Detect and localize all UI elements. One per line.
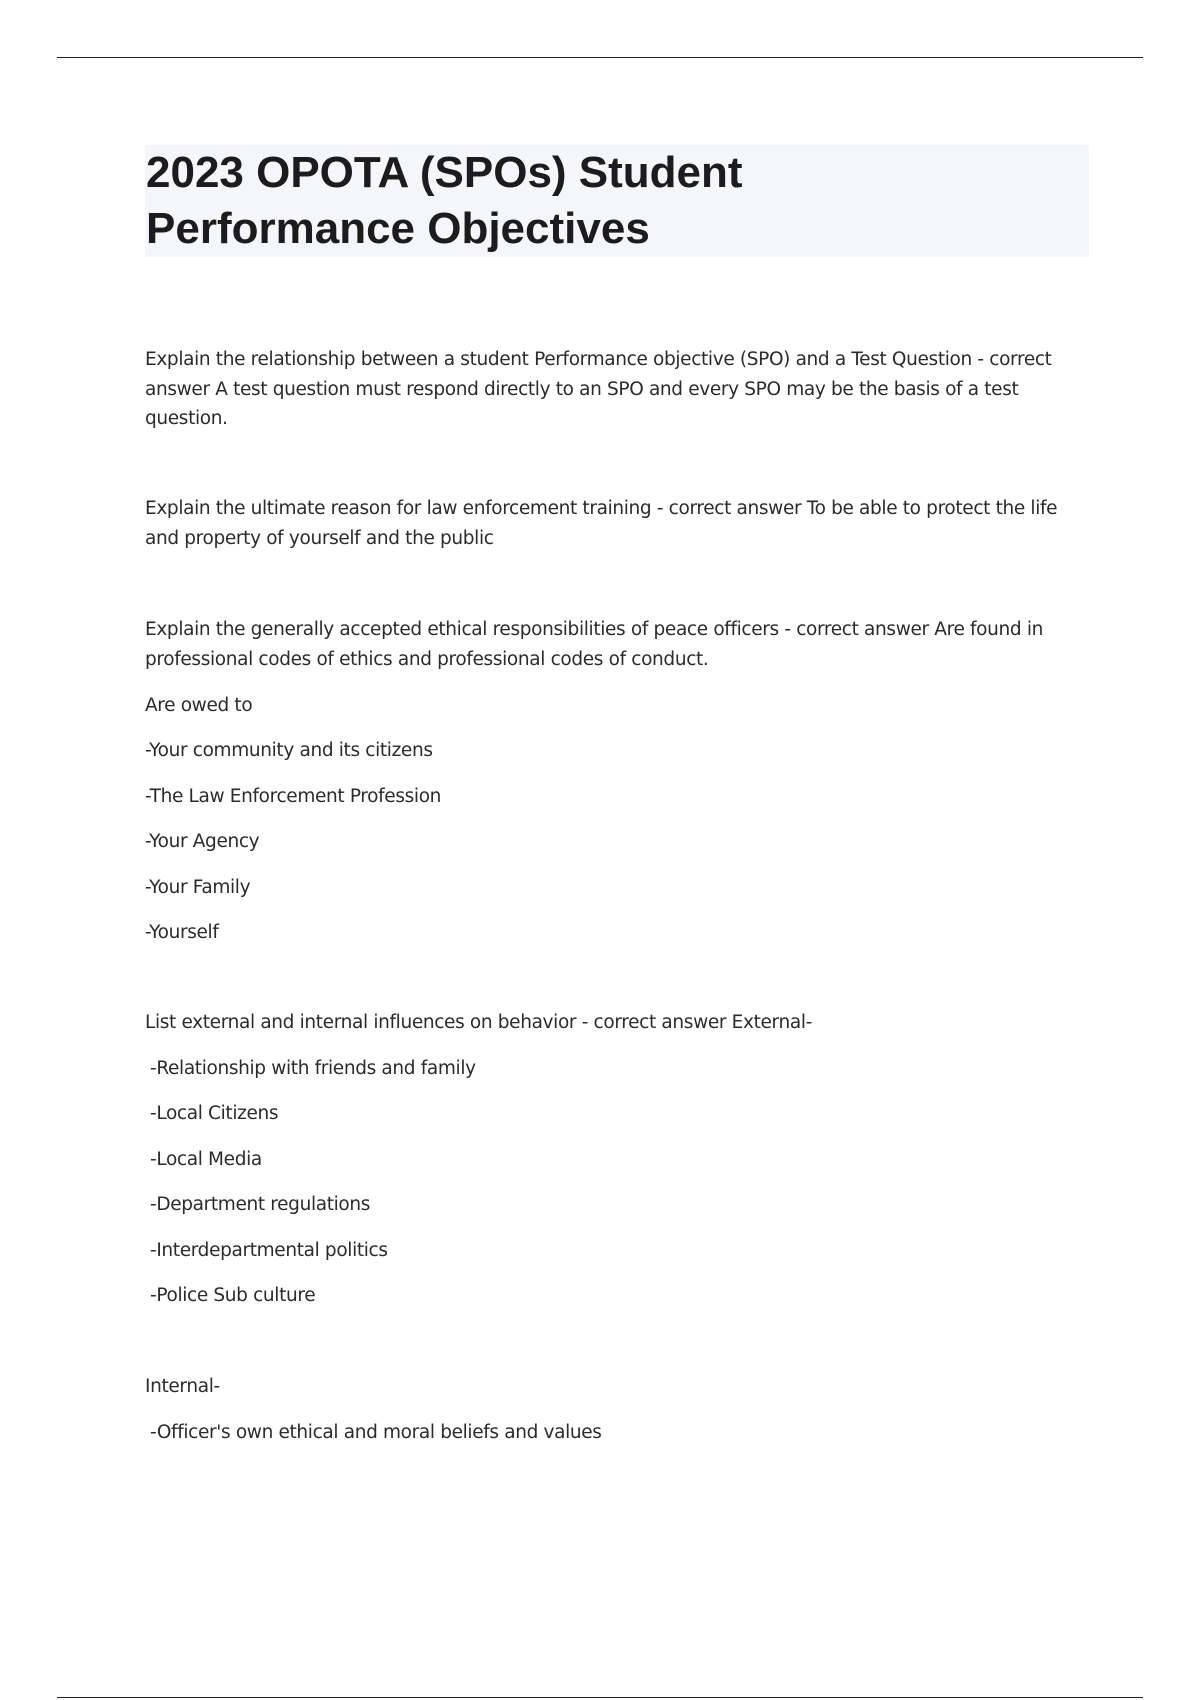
top-rule [57, 57, 1143, 58]
bottom-rule [57, 1697, 1143, 1698]
page-title [146, 145, 1046, 257]
question-1: Explain the relationship between a student Performance objective (SPO) and a Test Question - correct answer A test question must respond directly to an SPO and every SPO may be the basis of a test question. [145, 349, 1052, 429]
list-item: -Local Media [150, 1149, 262, 1170]
question-3: Explain the generally accepted ethical responsibilities of peace officers - correct answer Are found in professional codes of ethics and professional codes of conduct. [145, 619, 1043, 670]
list-item: -Relationship with friends and family [150, 1058, 476, 1079]
owed-to-label: Are owed to [145, 695, 253, 716]
list-item: -Your Agency [145, 831, 260, 852]
title-line-2: Performance Objectives [146, 204, 650, 253]
list-item: -Your community and its citizens [145, 740, 433, 761]
list-item: -Officer's own ethical and moral beliefs and values [150, 1422, 602, 1443]
question-2: Explain the ultimate reason for law enforcement training - correct answer To be able to protect the life and property of yourself and the public [145, 498, 1058, 549]
list-item: -Department regulations [150, 1194, 371, 1215]
list-item: -The Law Enforcement Profession [145, 786, 442, 807]
list-item: -Yourself [145, 922, 219, 943]
question-4: List external and internal influences on behavior - correct answer External- [145, 1012, 812, 1033]
internal-label: Internal- [145, 1376, 220, 1397]
list-item: -Local Citizens [150, 1103, 279, 1124]
title-line-1: 2023 OPOTA (SPOs) Student [146, 148, 743, 197]
list-item: -Police Sub culture [150, 1285, 316, 1306]
list-item: -Interdepartmental politics [150, 1240, 388, 1261]
list-item: -Your Family [145, 877, 251, 898]
